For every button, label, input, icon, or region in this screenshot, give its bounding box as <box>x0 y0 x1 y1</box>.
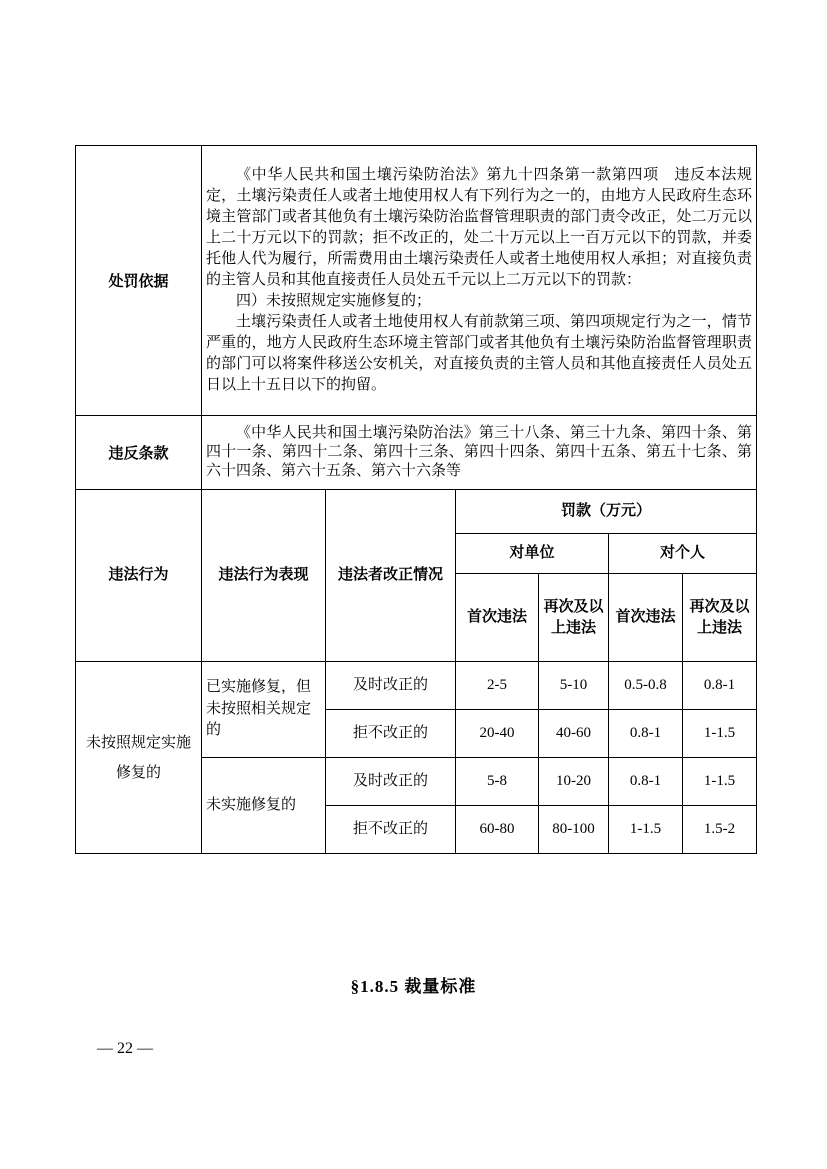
header-individual-repeat: 再次及以上违法 <box>683 574 757 662</box>
penalty-basis-paragraph-2: 四）未按照规定实施修复的； <box>236 293 432 309</box>
value-individual-first: 0.8-1 <box>609 758 683 806</box>
correction-1-2: 拒不改正的 <box>326 710 456 758</box>
header-unit-repeat: 再次及以上违法 <box>539 574 609 662</box>
penalty-standard-table <box>75 145 757 854</box>
header-correction: 违法者改正情况 <box>326 490 456 662</box>
value-individual-repeat: 1-1.5 <box>683 710 757 758</box>
value-individual-first: 0.5-0.8 <box>609 662 683 710</box>
correction-2-1: 及时改正的 <box>326 758 456 806</box>
violated-clauses-label: 违反条款 <box>76 416 202 490</box>
value-unit-repeat: 10-20 <box>539 758 609 806</box>
manifestation-2: 未实施修复的 <box>202 758 326 854</box>
value-unit-repeat: 5-10 <box>539 662 609 710</box>
value-individual-first: 0.8-1 <box>609 710 683 758</box>
header-unit-first: 首次违法 <box>456 574 539 662</box>
violation-name: 未按照规定实施修复的 <box>76 662 202 854</box>
penalty-basis-content <box>202 146 757 416</box>
value-unit-repeat: 40-60 <box>539 710 609 758</box>
value-individual-repeat: 1-1.5 <box>683 758 757 806</box>
correction-2-2: 拒不改正的 <box>326 806 456 854</box>
header-manifestation: 违法行为表现 <box>202 490 326 662</box>
manifestation-1: 已实施修复，但未按照相关规定的 <box>202 662 326 758</box>
penalty-basis-paragraph-3: 土壤污染责任人或者土地使用权人有前款第三项、第四项规定行为之一，情节严重的，地方人民政府生态环境主管部门或者其他负有土壤污染防治监督管理职责的部门可以将案件移送公安机关，对直接负责的主管人员和其他直接责任人员处五日以上十五日以下的拘留。 <box>206 314 753 393</box>
value-individual-first: 1-1.5 <box>609 806 683 854</box>
value-unit-first: 20-40 <box>456 710 539 758</box>
penalty-basis-paragraph-1: 《中华人民共和国土壤污染防治法》第九十四条第一款第四项 违反本法规定，土壤污染责任人或者土地使用权人有下列行为之一的，由地方人民政府生态环境主管部门或者其他负有土壤污染防治监督管理职责的部门责令改正，处二万元以上二十万元以下的罚款；拒不改正的，处二十万元以上一百万元以下的罚款，并委托他人代为履行，所需费用由土壤污染责任人或者土地使用权人承担；对直接负责的主管人员和其他直接责任人员处五千元以上二万元以下的罚款： <box>206 167 753 288</box>
penalty-basis-label: 处罚依据 <box>76 146 202 416</box>
value-unit-first: 5-8 <box>456 758 539 806</box>
violated-clauses-row <box>76 416 757 490</box>
header-per-individual: 对个人 <box>609 534 757 574</box>
value-individual-repeat: 0.8-1 <box>683 662 757 710</box>
header-per-unit: 对单位 <box>456 534 609 574</box>
penalty-basis-row <box>76 146 757 416</box>
header-individual-first: 首次违法 <box>609 574 683 662</box>
value-unit-first: 2-5 <box>456 662 539 710</box>
data-row-1 <box>76 662 757 710</box>
value-individual-repeat: 1.5-2 <box>683 806 757 854</box>
correction-1-1: 及时改正的 <box>326 662 456 710</box>
violated-clauses-paragraph: 《中华人民共和国土壤污染防治法》第三十八条、第三十九条、第四十条、第四十一条、第四十二条、第四十三条、第四十四条、第四十五条、第五十七条、第六十四条、第六十五条、第六十六条等 <box>206 425 753 479</box>
violated-clauses-content <box>202 416 757 490</box>
header-fine: 罚款（万元） <box>456 490 757 534</box>
header-violation: 违法行为 <box>76 490 202 662</box>
value-unit-repeat: 80-100 <box>539 806 609 854</box>
section-heading: §1.8.5 裁量标准 <box>350 977 477 996</box>
page-number: — 22 — <box>97 1040 153 1057</box>
header-row-fine <box>76 490 757 534</box>
value-unit-first: 60-80 <box>456 806 539 854</box>
